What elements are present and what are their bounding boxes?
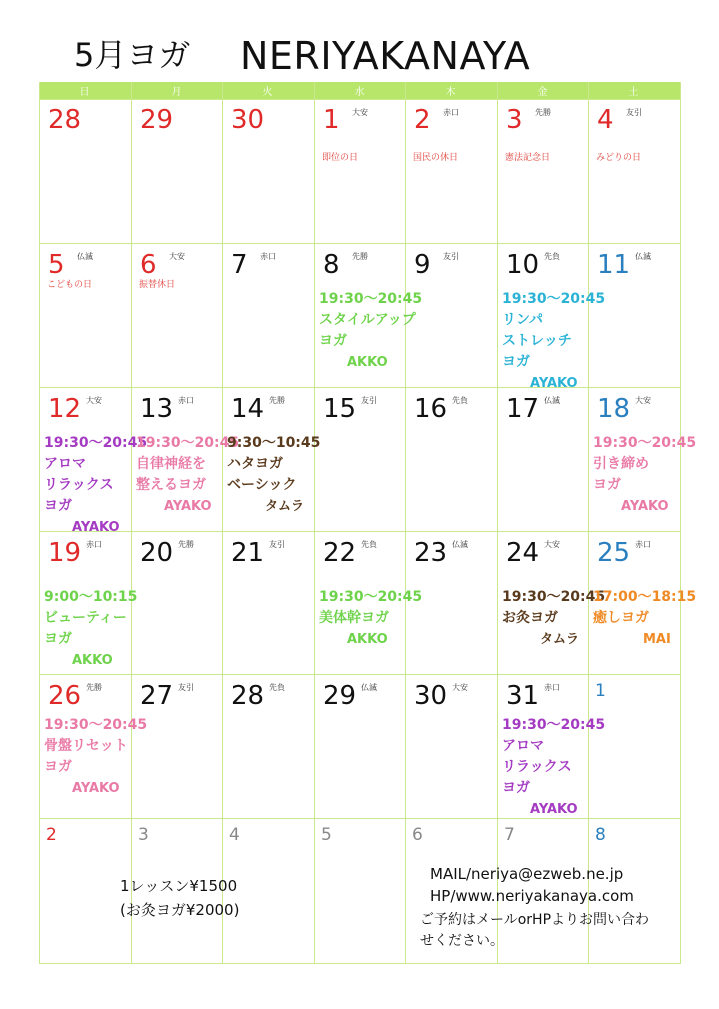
class-name: ヨガ — [44, 759, 72, 775]
rokuyo-label: 友引 — [626, 108, 642, 117]
instructor-name: AKKO — [347, 632, 388, 647]
rokuyo-label: 大安 — [635, 396, 651, 405]
rokuyo-label: 仏滅 — [452, 540, 468, 549]
holiday-label: こどもの日 — [47, 280, 93, 290]
day-cell[interactable] — [405, 387, 496, 531]
rokuyo-label: 先負 — [544, 252, 560, 261]
class-name: アロマ — [502, 738, 544, 754]
weekday-label: 日 — [79, 87, 90, 98]
day-cell[interactable] — [39, 243, 130, 387]
class-name: ヨガ — [44, 498, 72, 514]
rokuyo-label: 仏滅 — [361, 683, 377, 692]
instructor-name: AYAKO — [621, 499, 669, 514]
day-number: 29 — [140, 105, 174, 135]
class-name: アロマ — [44, 456, 86, 472]
day-number: 4 — [229, 825, 240, 845]
day-number: 1 — [595, 681, 606, 701]
day-cell[interactable] — [588, 243, 679, 387]
class-name: ストレッチ — [502, 333, 572, 349]
holiday-label: みどりの日 — [596, 153, 642, 163]
rokuyo-label: 友引 — [269, 540, 285, 549]
class-name: ハタヨガ — [227, 456, 283, 472]
day-cell[interactable] — [39, 531, 138, 674]
day-number: 1 — [323, 105, 340, 135]
day-number: 30 — [231, 105, 265, 135]
class-time: 19:30～20:45 — [136, 435, 240, 451]
day-cell[interactable] — [39, 818, 130, 964]
instructor-name: AYAKO — [530, 376, 578, 391]
day-number: 8 — [595, 825, 606, 845]
instructor-name: AYAKO — [164, 499, 212, 514]
class-name: リラックス — [44, 477, 114, 493]
day-cell[interactable] — [131, 387, 240, 531]
yoga-class[interactable] — [593, 587, 696, 650]
class-name: スタイルアップ — [319, 312, 416, 328]
day-number: 31 — [506, 681, 540, 711]
day-number: 18 — [597, 394, 631, 424]
calendar-grid — [39, 82, 697, 964]
weekday-header — [39, 82, 681, 99]
instructor-name: タムラ — [540, 632, 580, 647]
day-number: 22 — [323, 538, 357, 568]
day-number: 27 — [140, 681, 174, 711]
day-cell[interactable] — [222, 387, 321, 531]
day-number: 23 — [414, 538, 448, 568]
day-number: 5 — [48, 250, 65, 280]
day-number: 7 — [231, 250, 248, 280]
contact-mail[interactable]: MAIL/neriya@ezweb.ne.jp — [430, 865, 624, 883]
day-cell[interactable] — [405, 99, 496, 243]
day-number: 30 — [414, 681, 448, 711]
class-name: ヨガ — [593, 477, 621, 493]
rokuyo-label: 友引 — [443, 252, 459, 261]
day-number: 15 — [323, 394, 357, 424]
rokuyo-label: 大安 — [452, 683, 468, 692]
class-time: 19:30～20:45 — [502, 291, 606, 307]
weekday-label: 金 — [537, 87, 548, 98]
class-time: 19:30～20:45 — [319, 291, 423, 307]
day-cell[interactable] — [497, 99, 588, 243]
day-cell[interactable] — [222, 99, 313, 243]
studio-name: NERIYAKANAYA — [240, 34, 531, 78]
day-number: 28 — [48, 105, 82, 135]
instructor-name: AKKO — [72, 653, 113, 668]
reservation-note-1: ご予約はメールorHPよりお問い合わ — [420, 912, 650, 928]
day-number: 8 — [323, 250, 340, 280]
class-name: ヨガ — [319, 333, 347, 349]
class-time: 19:30～20:45 — [319, 589, 423, 605]
day-number: 25 — [597, 538, 631, 568]
day-number: 28 — [231, 681, 265, 711]
class-time: 19:30～20:45 — [44, 717, 148, 733]
rokuyo-label: 仏滅 — [544, 396, 560, 405]
rokuyo-label: 友引 — [178, 683, 194, 692]
rokuyo-label: 赤口 — [86, 540, 102, 549]
day-cell[interactable] — [497, 387, 588, 531]
day-number: 5 — [321, 825, 332, 845]
rokuyo-label: 赤口 — [544, 683, 560, 692]
day-cell[interactable] — [497, 674, 606, 818]
day-cell[interactable] — [497, 531, 606, 674]
weekday-label: 月 — [171, 87, 182, 98]
rokuyo-label: 先勝 — [352, 252, 368, 261]
rokuyo-label: 先負 — [269, 683, 285, 692]
day-number: 13 — [140, 394, 174, 424]
rokuyo-label: 大安 — [544, 540, 560, 549]
class-name: 引き締め — [593, 456, 649, 472]
day-cell[interactable] — [588, 99, 679, 243]
day-number: 16 — [414, 394, 448, 424]
rokuyo-label: 大安 — [86, 396, 102, 405]
day-number: 14 — [231, 394, 265, 424]
rokuyo-label: 先勝 — [86, 683, 102, 692]
class-name: 美体幹ヨガ — [319, 610, 389, 626]
day-cell[interactable] — [222, 674, 313, 818]
rokuyo-label: 友引 — [361, 396, 377, 405]
instructor-name: AYAKO — [72, 781, 120, 796]
day-cell[interactable] — [588, 387, 697, 531]
rokuyo-label: 大安 — [352, 108, 368, 117]
calendar-month-title: 5月ヨガ — [74, 36, 191, 74]
weekday-label: 土 — [628, 87, 639, 98]
class-time: 9:00～10:15 — [44, 589, 138, 605]
day-cell[interactable] — [405, 243, 496, 387]
rokuyo-label: 大安 — [169, 252, 185, 261]
class-time: 19:30～20:45 — [593, 435, 697, 451]
day-number: 26 — [48, 681, 82, 711]
instructor-name: AYAKO — [72, 520, 120, 535]
class-name: 整えるヨガ — [136, 477, 206, 493]
day-cell[interactable] — [222, 243, 313, 387]
rokuyo-label: 先勝 — [269, 396, 285, 405]
day-cell[interactable] — [131, 99, 222, 243]
day-cell[interactable] — [588, 674, 679, 818]
day-number: 10 — [506, 250, 540, 280]
yoga-class[interactable] — [44, 587, 137, 671]
class-name: 自律神経を — [136, 456, 206, 472]
day-number: 2 — [414, 105, 431, 135]
rokuyo-label: 赤口 — [260, 252, 276, 261]
yoga-class[interactable] — [227, 433, 320, 517]
day-number: 6 — [412, 825, 423, 845]
day-cell[interactable] — [314, 818, 405, 964]
price-line-1: 1レッスン¥1500 — [120, 877, 238, 895]
holiday-label: 即位の日 — [322, 153, 359, 163]
weekday-label: 火 — [262, 87, 273, 98]
class-name: ビューティー — [44, 610, 127, 626]
class-name: リラックス — [502, 759, 572, 775]
class-name: リンパ — [502, 312, 544, 328]
rokuyo-label: 先負 — [361, 540, 377, 549]
rokuyo-label: 先勝 — [178, 540, 194, 549]
price-line-2: (お灸ヨガ¥2000) — [120, 901, 240, 919]
day-number: 3 — [138, 825, 149, 845]
rokuyo-label: 先負 — [452, 396, 468, 405]
class-time: 19:30～20:45 — [502, 717, 606, 733]
day-cell[interactable] — [405, 674, 496, 818]
day-number: 11 — [597, 250, 631, 280]
day-cell[interactable] — [405, 531, 496, 674]
day-cell[interactable] — [39, 674, 148, 818]
day-cell[interactable] — [222, 531, 313, 674]
weekday-label: 木 — [445, 87, 456, 98]
instructor-name: AKKO — [347, 355, 388, 370]
day-cell[interactable] — [314, 243, 423, 387]
class-name: 骨盤リセット — [44, 738, 128, 754]
day-cell[interactable] — [314, 674, 405, 818]
day-number: 6 — [140, 250, 157, 280]
class-name: ヨガ — [502, 780, 530, 796]
class-time: 17:00～18:15 — [593, 589, 697, 605]
weekday-label: 水 — [354, 87, 365, 98]
rokuyo-label: 赤口 — [178, 396, 194, 405]
holiday-label: 憲法記念日 — [505, 153, 551, 163]
day-number: 3 — [506, 105, 523, 135]
grid-column-line — [680, 82, 681, 964]
rokuyo-label: 赤口 — [443, 108, 459, 117]
day-cell[interactable] — [39, 99, 130, 243]
day-number: 21 — [231, 538, 265, 568]
day-cell[interactable] — [131, 531, 222, 674]
day-number: 17 — [506, 394, 540, 424]
day-cell[interactable] — [131, 674, 222, 818]
day-number: 12 — [48, 394, 82, 424]
class-time: 9:30～10:45 — [227, 435, 321, 451]
instructor-name: タムラ — [265, 499, 305, 514]
class-name: ベーシック — [227, 477, 297, 493]
rokuyo-label: 仏滅 — [635, 252, 651, 261]
day-number: 24 — [506, 538, 540, 568]
contact-homepage[interactable]: HP/www.neriyakanaya.com — [430, 887, 634, 905]
day-cell[interactable] — [39, 387, 148, 535]
day-cell[interactable] — [588, 531, 697, 674]
day-number: 2 — [46, 825, 57, 845]
instructor-name: AYAKO — [530, 802, 578, 817]
day-cell[interactable] — [314, 387, 405, 531]
day-cell[interactable] — [314, 531, 423, 674]
yoga-class[interactable] — [593, 433, 696, 517]
day-number: 9 — [414, 250, 431, 280]
reservation-note-2: せください。 — [420, 933, 504, 949]
instructor-name: MAI — [643, 632, 671, 647]
class-name: ヨガ — [502, 354, 530, 370]
holiday-label: 国民の休日 — [413, 153, 459, 163]
day-number: 20 — [140, 538, 174, 568]
rokuyo-label: 仏滅 — [77, 252, 93, 261]
day-cell[interactable] — [497, 243, 606, 391]
day-number: 19 — [48, 538, 82, 568]
class-name: お灸ヨガ — [502, 610, 558, 626]
day-number: 29 — [323, 681, 357, 711]
day-number: 7 — [504, 825, 515, 845]
day-cell[interactable] — [314, 99, 405, 243]
rokuyo-label: 先勝 — [535, 108, 551, 117]
holiday-label: 振替休日 — [139, 280, 176, 290]
class-time: 19:30～20:45 — [502, 589, 606, 605]
class-name: 癒しヨガ — [593, 610, 649, 626]
day-cell[interactable] — [131, 243, 222, 387]
day-number: 4 — [597, 105, 614, 135]
class-name: ヨガ — [44, 631, 72, 647]
class-time: 19:30～20:45 — [44, 435, 148, 451]
rokuyo-label: 赤口 — [635, 540, 651, 549]
